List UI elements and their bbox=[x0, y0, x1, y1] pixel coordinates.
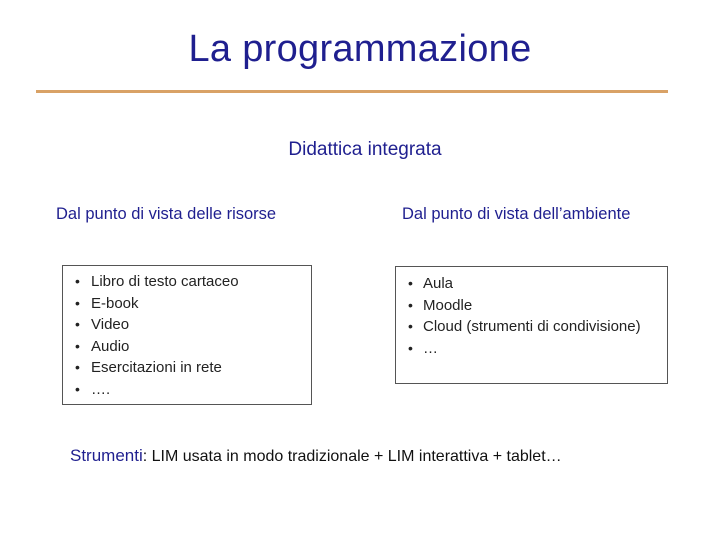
list-item-text: E-book bbox=[91, 294, 139, 312]
list-item bbox=[396, 273, 667, 295]
bullet-icon: • bbox=[75, 294, 80, 311]
list-item bbox=[396, 316, 667, 338]
list-item bbox=[396, 295, 667, 317]
slide-title: La programmazione bbox=[188, 28, 532, 70]
bullet-icon: • bbox=[408, 296, 413, 313]
list-item bbox=[63, 314, 311, 336]
list-item-text: Esercitazioni in rete bbox=[91, 359, 222, 377]
title-divider bbox=[36, 90, 668, 93]
tools-keyword: Strumenti bbox=[70, 446, 143, 465]
list-item-text: Video bbox=[91, 316, 130, 334]
bullet-icon: • bbox=[408, 275, 413, 291]
bullet-icon: • bbox=[75, 359, 80, 376]
environment-heading: Dal punto di vista dell’ambiente bbox=[402, 205, 631, 223]
resources-list bbox=[63, 266, 311, 401]
environment-box bbox=[395, 266, 668, 384]
slide-subtitle: Didattica integrata bbox=[288, 139, 442, 160]
bullet-icon: • bbox=[408, 339, 413, 356]
list-item bbox=[63, 357, 311, 379]
environment-list bbox=[396, 267, 667, 359]
resources-heading: Dal punto di vista delle risorse bbox=[56, 205, 277, 223]
list-item-text: Audio bbox=[91, 337, 130, 355]
list-item bbox=[63, 379, 311, 401]
bullet-icon: • bbox=[75, 316, 80, 333]
tools-line bbox=[70, 446, 562, 466]
list-item bbox=[396, 338, 667, 360]
list-item-text: Aula bbox=[423, 275, 454, 292]
tools-text: : LIM usata in modo tradizionale + LIM interattiva + tablet… bbox=[142, 448, 562, 465]
resources-box bbox=[62, 265, 312, 405]
bullet-icon: • bbox=[408, 318, 413, 335]
bullet-icon: • bbox=[75, 337, 80, 354]
list-item-text: … bbox=[423, 339, 438, 357]
list-item bbox=[63, 271, 311, 293]
list-item bbox=[63, 336, 311, 358]
list-item bbox=[63, 293, 311, 315]
list-item-text: Cloud (strumenti di condivisione) bbox=[423, 318, 641, 336]
list-item-text: Libro di testo cartaceo bbox=[91, 273, 239, 290]
bullet-icon: • bbox=[75, 380, 80, 397]
bullet-icon: • bbox=[75, 273, 80, 289]
list-item-text: …. bbox=[91, 380, 111, 398]
list-item-text: Moodle bbox=[423, 296, 473, 314]
